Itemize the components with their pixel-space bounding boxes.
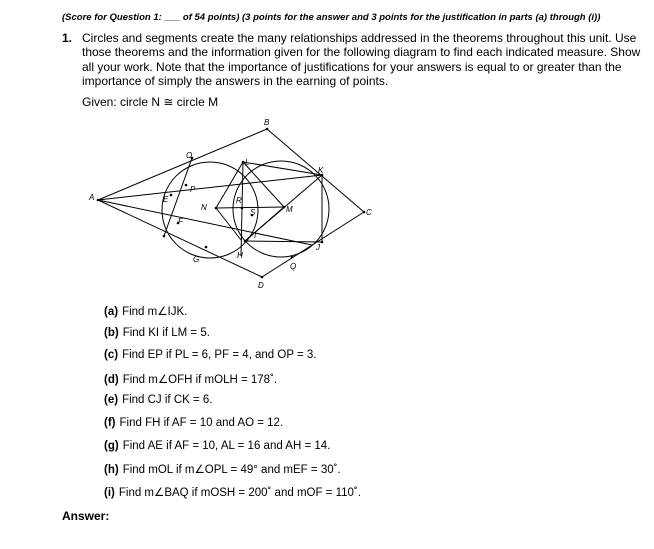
part-g: [104, 440, 361, 463]
line-a-d: [98, 200, 262, 277]
label-p: P: [190, 185, 196, 194]
part-text: Find KI if LM = 5.: [122, 326, 210, 339]
circle-n: [162, 162, 258, 258]
label-b: B: [264, 118, 270, 127]
question-parts: [104, 304, 361, 507]
part-label: (g): [104, 439, 119, 452]
label-m: M: [286, 205, 293, 214]
answer-label: Answer:: [62, 509, 110, 523]
given-statement: Given: circle N ≅ circle M: [82, 95, 219, 109]
circles-diagram: [82, 112, 382, 292]
line-a-k: [98, 175, 322, 200]
part-label: (e): [104, 394, 119, 407]
part-text: Find m∠OFH if mOLH = 178˚.: [122, 373, 278, 386]
line-c-d: [262, 212, 364, 277]
segment-n-i: [216, 208, 241, 240]
label-q: Q: [290, 262, 297, 271]
question-text: Circles and segments create the many relationships addressed in the theorems throughout this unit. Use those theorems and the information given for the following diagram to find each indicated measure. Show all your work. Note that the importance of justifications for your answers is equal to or greater than the importance of simply the answers in the earning of points.: [82, 31, 641, 89]
part-label: (b): [104, 326, 119, 339]
label-h: H: [237, 251, 243, 260]
part-label: (h): [104, 464, 119, 477]
part-text: Find mOL if m∠OPL = 49° and mEF = 30˚.: [122, 464, 341, 477]
label-f: F: [178, 217, 183, 226]
line-b-c: [267, 129, 364, 212]
label-c: C: [366, 208, 372, 217]
part-text: Find FH if AF = 10 and AO = 12.: [119, 416, 284, 429]
part-text: Find EP if PL = 6, PF = 4, and OP = 3.: [122, 349, 317, 362]
chord-i-j: [245, 241, 322, 242]
label-o: O: [186, 151, 193, 160]
part-label: (c): [104, 349, 119, 362]
part-label: (d): [104, 373, 119, 386]
part-text: Find m∠IJK.: [122, 306, 188, 318]
label-d: D: [258, 281, 264, 290]
label-k: K: [318, 166, 324, 175]
part-e: [104, 394, 361, 417]
score-header: (Score for Question 1: ___ of 54 points) (3 points for the answer and 3 points for the justification in parts (a) through (i)): [62, 12, 601, 23]
part-text: Find AE if AF = 10, AL = 16 and AH = 14.: [122, 439, 331, 452]
label-s: S: [250, 208, 256, 217]
part-d: [104, 372, 361, 395]
label-a: A: [89, 193, 95, 202]
part-c: [104, 349, 361, 372]
label-n: N: [201, 203, 207, 212]
part-a: [104, 304, 361, 327]
part-b: [104, 327, 361, 350]
question-number: 1.: [62, 31, 73, 45]
part-label: (a): [104, 306, 119, 318]
part-label: (f): [104, 416, 116, 429]
label-g: G: [193, 255, 200, 264]
label-e: E: [163, 195, 169, 204]
part-f: [104, 417, 361, 440]
segment-l-m: [243, 162, 284, 207]
label-r: R: [236, 196, 242, 205]
part-text: Find CJ if CK = 6.: [122, 394, 213, 407]
label-i: I: [254, 231, 257, 240]
geometry-figure: [82, 112, 382, 297]
part-h: [104, 462, 361, 485]
part-label: (i): [104, 486, 115, 499]
label-l: L: [245, 158, 250, 167]
label-j: J: [316, 243, 320, 252]
part-i: [104, 485, 361, 508]
part-text: Find m∠BAQ if mOSH = 200˚ and mOF = 110˚.: [118, 486, 361, 499]
